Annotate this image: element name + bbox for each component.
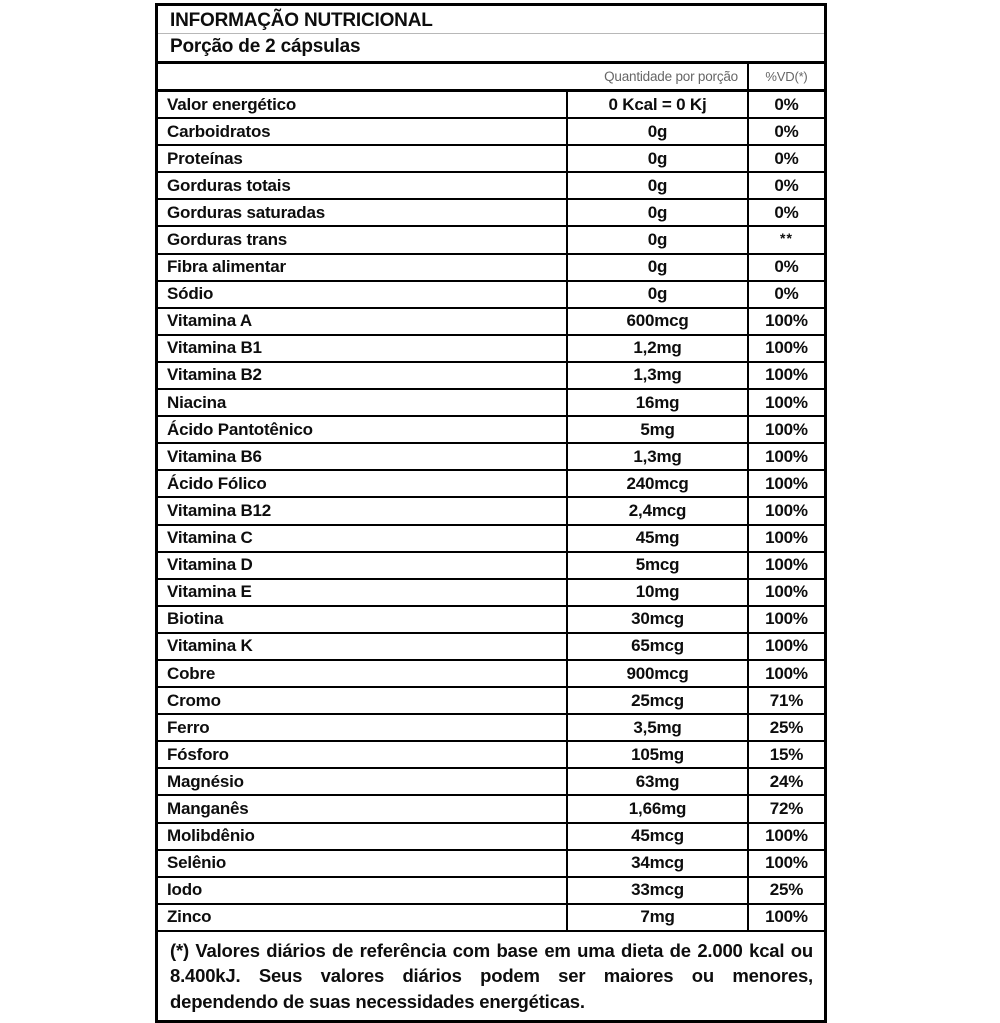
nutrient-quantity: 7mg [566, 905, 747, 930]
nutrient-name: Niacina [167, 392, 227, 412]
nutrient-daily-value: 100% [747, 553, 824, 578]
nutrient-name: Gorduras trans [167, 230, 288, 250]
nutrient-name: Selênio [167, 853, 227, 873]
nutrient-quantity: 5mcg [566, 553, 747, 578]
table-row [158, 607, 824, 634]
nutrient-quantity: 0g [566, 255, 747, 280]
nutrient-name: Sódio [167, 284, 214, 304]
table-row [158, 200, 824, 227]
nutrient-quantity: 1,2mg [566, 336, 747, 361]
nutrient-daily-value: 100% [747, 905, 824, 930]
nutrient-name: Vitamina E [167, 582, 252, 602]
nutrient-quantity: 600mcg [566, 309, 747, 334]
nutrient-quantity: 45mg [566, 526, 747, 551]
nutrient-daily-value: 100% [747, 661, 824, 686]
nutrient-name: Vitamina A [167, 311, 252, 331]
nutrient-daily-value: 100% [747, 607, 824, 632]
nutrient-name: Vitamina C [167, 528, 253, 548]
table-row [158, 851, 824, 878]
nutrient-name: Vitamina B1 [167, 338, 262, 358]
nutrient-daily-value: 100% [747, 471, 824, 496]
nutrient-daily-value: 0% [747, 146, 824, 171]
nutrition-facts-label [155, 3, 827, 1023]
nutrient-daily-value: 25% [747, 878, 824, 903]
nutrient-quantity: 33mcg [566, 878, 747, 903]
nutrient-name: Manganês [167, 798, 249, 818]
nutrient-daily-value: 100% [747, 309, 824, 334]
nutrient-daily-value: 24% [747, 769, 824, 794]
nutrient-daily-value: 100% [747, 580, 824, 605]
nutrient-daily-value: 100% [747, 336, 824, 361]
table-row [158, 255, 824, 282]
table-row [158, 824, 824, 851]
table-row [158, 769, 824, 796]
daily-value-footnote: (*) Valores diários de referência com base em uma dieta de 2.000 kcal ou 8.400kJ. Seus valores diários podem ser maiores ou menores, dependendo de suas necessidades energéticas. [170, 939, 813, 1012]
nutrient-quantity: 63mg [566, 769, 747, 794]
nutrient-name: Zinco [167, 907, 212, 927]
nutrient-daily-value: 15% [747, 742, 824, 767]
nutrient-name: Fósforo [167, 744, 229, 764]
nutrient-name: Vitamina B2 [167, 365, 262, 385]
nutrient-daily-value: 100% [747, 444, 824, 469]
nutrient-quantity: 0 Kcal = 0 Kj [566, 92, 747, 117]
nutrient-quantity: 2,4mcg [566, 498, 747, 523]
nutrient-name: Molibdênio [167, 826, 255, 846]
nutrient-quantity: 45mcg [566, 824, 747, 849]
label-header [158, 6, 824, 64]
table-row [158, 92, 824, 119]
nutrient-name: Biotina [167, 609, 224, 629]
table-row [158, 471, 824, 498]
table-row [158, 526, 824, 553]
table-row [158, 390, 824, 417]
table-row [158, 146, 824, 173]
nutrient-daily-value: 71% [747, 688, 824, 713]
nutrient-quantity: 0g [566, 146, 747, 171]
nutrient-quantity: 5mg [566, 417, 747, 442]
nutrient-quantity: 0g [566, 227, 747, 252]
table-row [158, 363, 824, 390]
nutrient-name: Carboidratos [167, 121, 271, 141]
nutrient-daily-value: 0% [747, 200, 824, 225]
nutrient-quantity: 0g [566, 282, 747, 307]
nutrient-daily-value: 100% [747, 634, 824, 659]
nutrient-quantity: 1,3mg [566, 444, 747, 469]
table-row [158, 227, 824, 254]
nutrient-daily-value: 0% [747, 282, 824, 307]
nutrient-quantity: 1,3mg [566, 363, 747, 388]
nutrient-name: Iodo [167, 880, 203, 900]
nutrient-name: Cobre [167, 663, 216, 683]
nutrient-name: Fibra alimentar [167, 257, 286, 277]
table-row [158, 688, 824, 715]
nutrient-daily-value: 100% [747, 498, 824, 523]
table-row [158, 634, 824, 661]
nutrient-name: Valor energético [167, 94, 297, 114]
table-row [158, 417, 824, 444]
table-row [158, 444, 824, 471]
table-row [158, 553, 824, 580]
label-title: INFORMAÇÃO NUTRICIONAL [158, 6, 824, 34]
nutrient-quantity: 900mcg [566, 661, 747, 686]
column-header-row [158, 64, 824, 92]
nutrient-name: Magnésio [167, 771, 244, 791]
nutrient-name: Ferro [167, 717, 210, 737]
nutrient-daily-value: 0% [747, 173, 824, 198]
nutrient-daily-value: 0% [747, 119, 824, 144]
nutrient-quantity: 105mg [566, 742, 747, 767]
nutrient-name: Vitamina K [167, 636, 253, 656]
nutrient-quantity: 34mcg [566, 851, 747, 876]
nutrient-daily-value: 100% [747, 390, 824, 415]
nutrient-quantity: 65mcg [566, 634, 747, 659]
nutrient-name: Vitamina B6 [167, 446, 262, 466]
nutrient-quantity: 0g [566, 173, 747, 198]
nutrient-quantity: 10mg [566, 580, 747, 605]
nutrient-daily-value: 100% [747, 851, 824, 876]
nutrient-name: Gorduras saturadas [167, 202, 325, 222]
table-row [158, 905, 824, 932]
table-row [158, 336, 824, 363]
table-row [158, 661, 824, 688]
table-row [158, 878, 824, 905]
nutrient-name: Gorduras totais [167, 175, 291, 195]
table-row [158, 715, 824, 742]
nutrient-quantity: 3,5mg [566, 715, 747, 740]
nutrient-quantity: 30mcg [566, 607, 747, 632]
nutrient-daily-value: ** [747, 227, 824, 252]
nutrient-quantity: 25mcg [566, 688, 747, 713]
nutrient-quantity: 0g [566, 119, 747, 144]
column-header-quantity: Quantidade por porção [604, 69, 738, 84]
nutrient-daily-value: 25% [747, 715, 824, 740]
column-header-daily-value: %VD(*) [747, 64, 824, 89]
nutrient-daily-value: 72% [747, 796, 824, 821]
nutrient-name: Vitamina B12 [167, 500, 272, 520]
nutrient-name: Ácido Fólico [167, 473, 267, 493]
table-row [158, 282, 824, 309]
serving-size: Porção de 2 cápsulas [170, 36, 361, 57]
nutrient-quantity: 240mcg [566, 471, 747, 496]
nutrient-name: Ácido Pantotênico [167, 419, 313, 439]
nutrient-quantity: 0g [566, 200, 747, 225]
nutrient-name: Vitamina D [167, 555, 253, 575]
nutrient-daily-value: 0% [747, 255, 824, 280]
table-row [158, 119, 824, 146]
table-row [158, 173, 824, 200]
nutrient-daily-value: 100% [747, 363, 824, 388]
table-row [158, 309, 824, 336]
nutrient-daily-value: 100% [747, 417, 824, 442]
table-row [158, 742, 824, 769]
nutrient-daily-value: 100% [747, 526, 824, 551]
table-row [158, 498, 824, 525]
nutrient-quantity: 16mg [566, 390, 747, 415]
nutrient-quantity: 1,66mg [566, 796, 747, 821]
nutrient-name: Cromo [167, 690, 221, 710]
table-row [158, 580, 824, 607]
nutrient-rows [158, 92, 824, 932]
table-row [158, 796, 824, 823]
nutrient-daily-value: 0% [747, 92, 824, 117]
nutrient-daily-value: 100% [747, 824, 824, 849]
nutrient-name: Proteínas [167, 148, 243, 168]
